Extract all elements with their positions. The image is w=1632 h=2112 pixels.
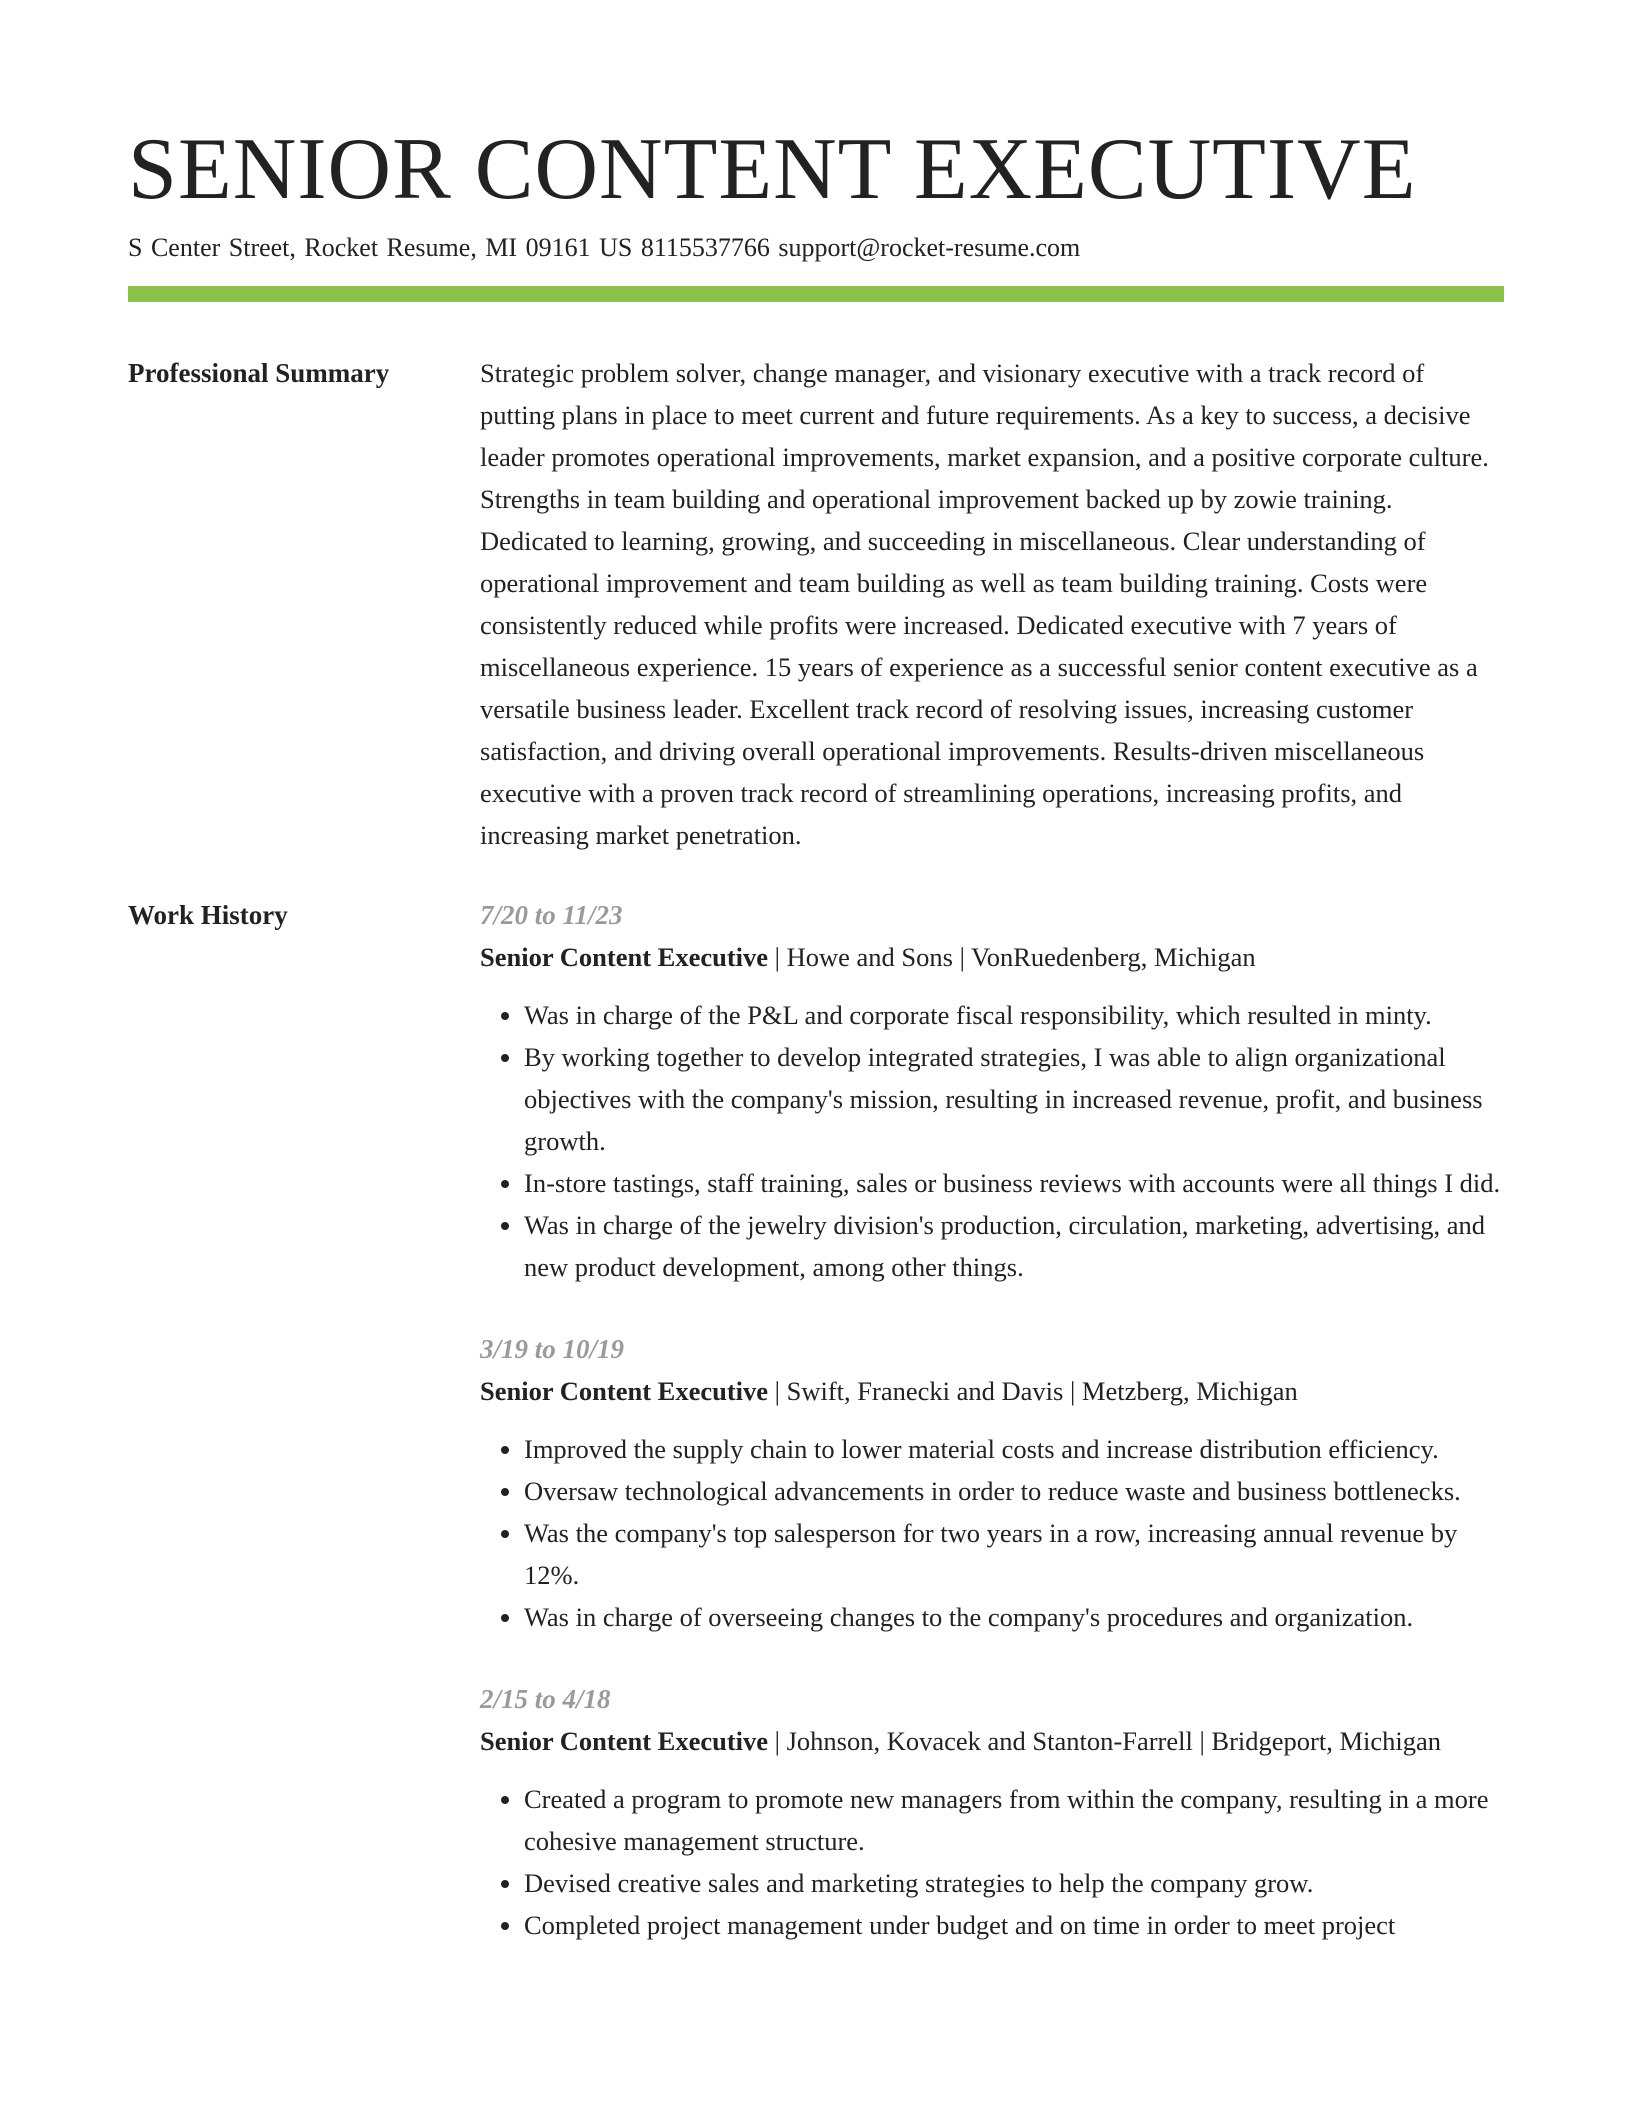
job-bullet: • Was in charge of the jewelry division's production, circulation, marketing, advertising, and new product development, among other things. xyxy=(524,1204,1504,1288)
job-entry xyxy=(480,894,1504,1288)
accent-divider xyxy=(128,286,1504,302)
job-bullet: • By working together to develop integrated strategies, I was able to align organizational objectives with the company's mission, resulting in increased revenue, profit, and business growth. xyxy=(524,1036,1504,1162)
job-bullet: • Oversaw technological advancements in order to reduce waste and business bottlenecks. xyxy=(524,1470,1504,1512)
job-details: | Howe and Sons | VonRuedenberg, Michigan xyxy=(768,942,1256,972)
contact-line: S Center Street, Rocket Resume, MI 09161 US 8115537766 support@rocket-resume.com xyxy=(128,233,1081,262)
summary-label: Professional Summary xyxy=(128,358,390,388)
job-bullet: • Devised creative sales and marketing strategies to help the company grow. xyxy=(524,1862,1504,1904)
job-dates: 7/20 to 11/23 xyxy=(480,900,623,930)
job-title: Senior Content Executive xyxy=(480,1726,769,1756)
job-bullet: • Was in charge of the P&L and corporate fiscal responsibility, which resulted in minty. xyxy=(524,994,1504,1036)
job-details: | Johnson, Kovacek and Stanton-Farrell | Bridgeport, Michigan xyxy=(768,1726,1442,1756)
summary-text: Strategic problem solver, change manager, and visionary executive with a track record of putting plans in place to meet current and future requirements. As a key to success, a decisive leader promotes operational improvements, market expansion, and a positive corporate culture. Strengths in team building and operational improvement backed up by zowie training. Dedicated to learning, growing, and succeeding in miscellaneous. Clear understanding of operational improvement and team building as well as team building training. Costs were consistently reduced while profits were increased. Dedicated executive with 7 years of miscellaneous experience. 15 years of experience as a successful senior content executive as a versatile business leader. Excellent track record of resolving issues, increasing customer satisfaction, and driving overall operational improvements. Results-driven miscellaneous executive with a proven track record of streamlining operations, increasing profits, and increasing market penetration. xyxy=(480,358,1489,850)
work-history-list xyxy=(480,894,1504,1986)
work-history-label: Work History xyxy=(128,900,288,930)
job-bullet: • Was in charge of overseeing changes to the company's procedures and organization. xyxy=(524,1596,1504,1638)
job-role-line xyxy=(480,1720,1504,1762)
job-bullet: • In-store tastings, staff training, sales or business reviews with accounts were all things I did. xyxy=(524,1162,1504,1204)
job-bullet: • Improved the supply chain to lower material costs and increase distribution efficiency. xyxy=(524,1428,1504,1470)
job-entry xyxy=(480,1678,1504,1946)
job-role-line xyxy=(480,1370,1504,1412)
job-role-line xyxy=(480,936,1504,978)
job-title: Senior Content Executive xyxy=(480,942,769,972)
resume-name: SENIOR CONTENT EXECUTIVE xyxy=(128,121,1417,218)
job-dates: 3/19 to 10/19 xyxy=(480,1334,625,1364)
summary-section xyxy=(128,352,1504,856)
work-history-section xyxy=(128,894,1504,1986)
job-bullet: • Was the company's top salesperson for two years in a row, increasing annual revenue by 12%. xyxy=(524,1512,1504,1596)
job-bullets xyxy=(480,994,1504,1288)
job-bullet: • Created a program to promote new managers from within the company, resulting in a more cohesive management structure. xyxy=(524,1778,1504,1862)
job-details: | Swift, Franecki and Davis | Metzberg, Michigan xyxy=(768,1376,1298,1406)
job-title: Senior Content Executive xyxy=(480,1376,769,1406)
job-bullet: • Completed project management under budget and on time in order to meet project xyxy=(524,1904,1504,1946)
job-entry xyxy=(480,1328,1504,1638)
job-bullets xyxy=(480,1428,1504,1638)
job-dates: 2/15 to 4/18 xyxy=(480,1684,611,1714)
job-bullets xyxy=(480,1778,1504,1946)
